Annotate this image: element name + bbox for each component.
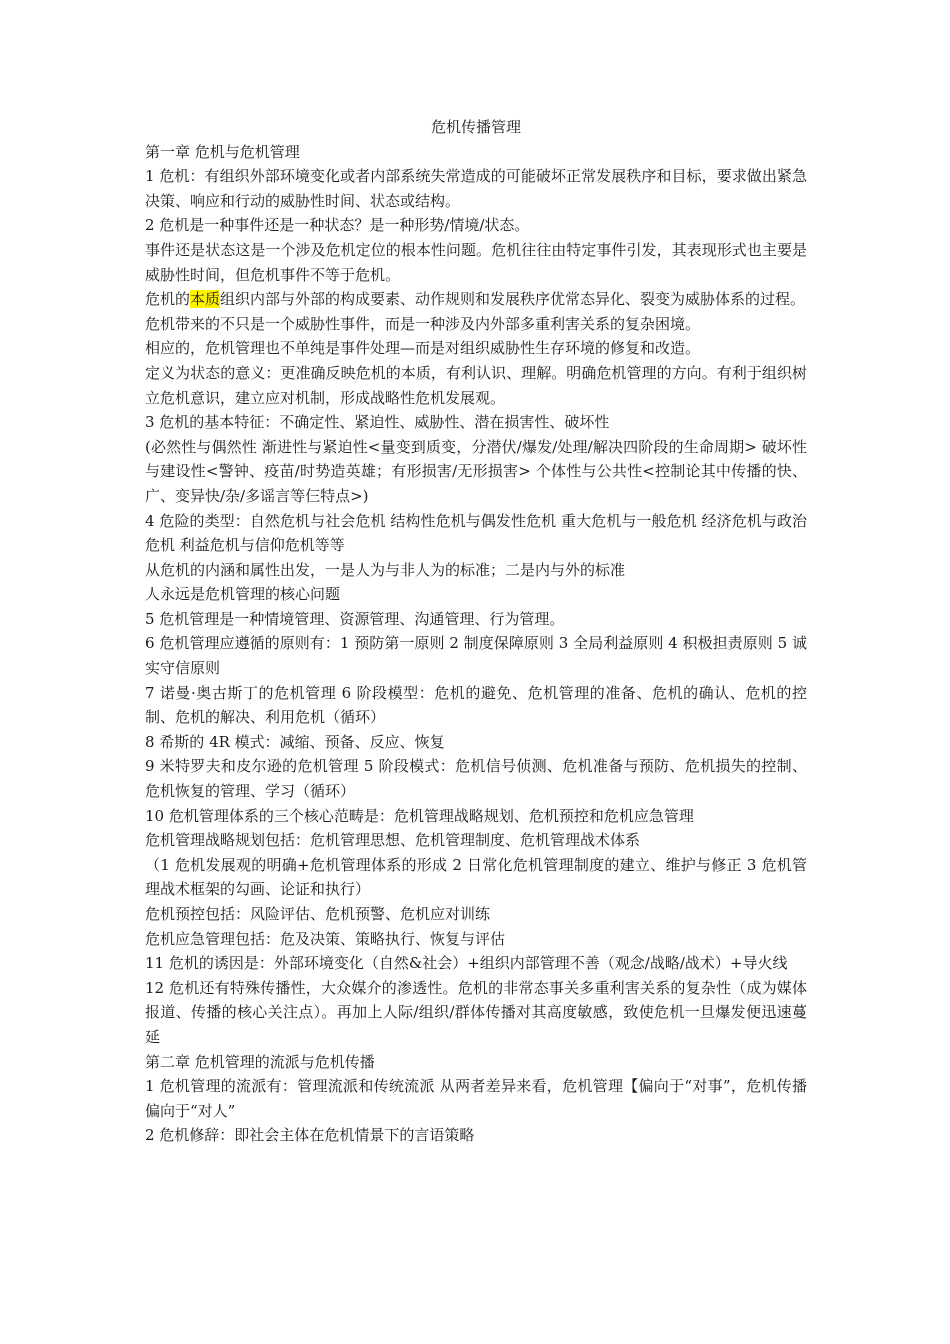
paragraph: 9 米特罗夫和皮尔逊的危机管理 5 阶段模式：危机信号侦测、危机准备与预防、危机损失的控制、危机恢复的管理、学习（循环）	[145, 757, 807, 801]
paragraph: 危机管理战略规划包括：危机管理思想、危机管理制度、危机管理战术体系	[145, 831, 641, 850]
document-page	[145, 115, 807, 1148]
paragraph: 6 危机管理应遵循的原则有：1 预防第一原则 2 制度保障原则 3 全局利益原则 4 积极担责原则 5 诚实守信原则	[145, 634, 807, 678]
paragraph: 1 危机管理的流派有：管理流派和传统流派 从两者差异来看，危机管理【偏向于“对事”，危机传播偏向于“对人”	[145, 1077, 807, 1120]
paragraph-with-highlight	[145, 287, 807, 312]
paragraph: 5 危机管理是一种情境管理、资源管理、沟通管理、行为管理。	[145, 609, 565, 628]
paragraph: 相应的，危机管理也不单纯是事件处理—而是对组织威胁性生存环境的修复和改造。	[145, 339, 701, 358]
document-title: 危机传播管理	[430, 118, 521, 136]
paragraph: 2 危机修辞：即社会主体在危机情景下的言语策略	[145, 1126, 475, 1145]
paragraph: 3 危机的基本特征：不确定性、紧迫性、威胁性、潜在损害性、破坏性	[145, 413, 610, 432]
paragraph: 人永远是危机管理的核心问题	[145, 585, 341, 604]
paragraph: 危机带来的不只是一个威胁性事件，而是一种涉及内外部多重利害关系的复杂困境。	[145, 314, 701, 333]
highlighted-text: 本质	[190, 290, 221, 309]
chapter-2-heading: 第二章 危机管理的流派与危机传播	[145, 1052, 375, 1071]
paragraph: 2 危机是一种事件还是一种状态？是一种形势/情境/状态。	[145, 216, 530, 235]
paragraph: 1 危机：有组织外部环境变化或者内部系统失常造成的可能破坏正常发展秩序和目标，要求做出紧急决策、响应和行动的威胁性时间、状态或结构。	[145, 167, 807, 210]
paragraph: 危机应急管理包括：危及决策、策略执行、恢复与评估	[145, 929, 506, 948]
paragraph: 定义为状态的意义：更准确反映危机的本质，有利认识、理解。明确危机管理的方向。有利于组织树立危机意识，建立应对机制，形成战略性危机发展观。	[145, 363, 807, 407]
paragraph: 危机预控包括：风险评估、危机预警、危机应对训练	[145, 905, 491, 923]
paragraph: 11 危机的诱因是：外部环境变化（自然&社会）+组织内部管理不善（观念/战略/战术）+导火线	[145, 954, 788, 973]
paragraph: 8 希斯的 4R 模式：减缩、预备、反应、恢复	[145, 732, 445, 751]
chapter-1-heading: 第一章 危机与危机管理	[145, 142, 300, 161]
text-segment: 组织内部与外部的构成要素、动作规则和发展秩序优常态异化、裂变为威胁体系的过程。	[220, 290, 806, 309]
text-segment: 危机的	[145, 290, 191, 309]
paragraph: 10 危机管理体系的三个核心范畴是：危机管理战略规划、危机预控和危机应急管理	[145, 806, 694, 825]
paragraph: 从危机的内涵和属性出发，一是人为与非人为的标准；二是内与外的标准	[145, 560, 626, 579]
paragraph: (必然性与偶然性 渐进性与紧迫性<量变到质变，分潜伏/爆发/处理/解决四阶段的生命周期> 破坏性与建设性<警钟、疫苗/时势造英雄；有形损害/无形损害> 个体性与公共性<控制论其中传播的快、广、变异快/杂/多谣言等仨特点>)	[145, 437, 807, 505]
paragraph: （1 危机发展观的明确+危机管理体系的形成 2 日常化危机管理制度的建立、维护与修正 3 危机管理战术框架的勾画、论证和执行）	[145, 855, 807, 899]
paragraph: 7 诺曼·奥古斯丁的危机管理 6 阶段模型：危机的避免、危机管理的准备、危机的确认、危机的控制、危机的解决、利用危机（循环）	[145, 683, 807, 727]
paragraph: 事件还是状态这是一个涉及危机定位的根本性问题。危机往往由特定事件引发，其表现形式也主要是威胁性时间，但危机事件不等于危机。	[145, 240, 807, 284]
paragraph: 12 危机还有特殊传播性，大众媒介的渗透性。危机的非常态事关多重利害关系的复杂性（成为媒体报道、传播的核心关注点）。再加上人际/组织/群体传播对其高度敏感，致使危机一旦爆发便迅速蔓延	[145, 978, 807, 1046]
paragraph: 4 危险的类型：自然危机与社会危机 结构性危机与偶发性危机 重大危机与一般危机 经济危机与政治危机 利益危机与信仰危机等等	[145, 511, 807, 555]
